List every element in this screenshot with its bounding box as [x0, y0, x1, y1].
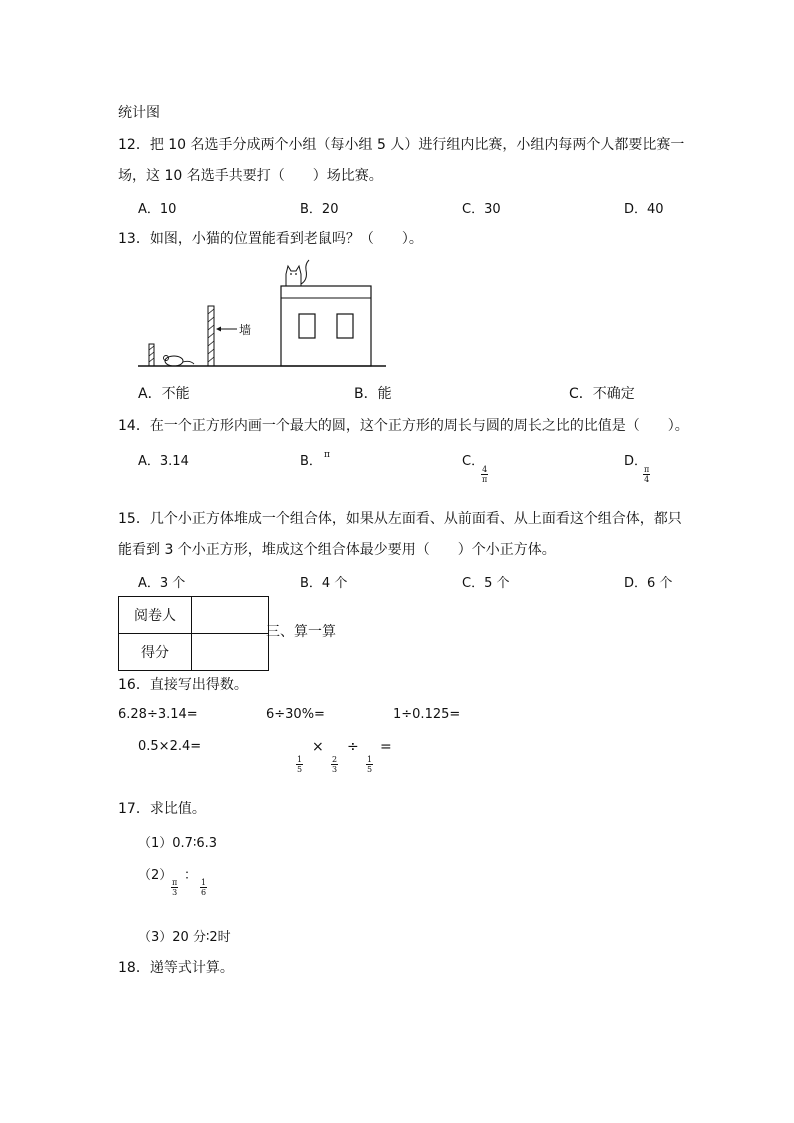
section-title: 三、算一算	[266, 624, 336, 640]
q17-item-2-prefix: （2）	[138, 868, 173, 883]
fraction-numerator: π	[644, 465, 650, 474]
question-13-text: 13．如图，小猫的位置能看到老鼠吗？（ ）。	[118, 231, 423, 247]
fraction-denominator: 3	[172, 888, 178, 897]
q15-option-c: C．5 个	[462, 576, 510, 591]
fraction-denominator: π	[482, 475, 488, 484]
q17-fraction-1	[171, 878, 178, 897]
q16-fraction-2	[331, 755, 338, 774]
q16-equals-sign: =	[380, 739, 392, 755]
q15-option-d: D．6 个	[624, 576, 673, 591]
q16-fraction-1	[296, 755, 303, 774]
score-label: 得分	[119, 634, 192, 671]
q13-option-c: C．不确定	[569, 386, 635, 402]
building	[281, 286, 371, 366]
fraction-denominator: 3	[332, 765, 338, 774]
q13-option-b: B．能	[354, 386, 392, 402]
wall-label: 墙	[239, 323, 252, 337]
q16-fraction-3	[366, 755, 373, 774]
q12-option-a: A．10	[138, 202, 177, 217]
fraction-denominator: 4	[644, 475, 650, 484]
grader-field[interactable]	[192, 597, 269, 634]
question-17-title: 17．求比值。	[118, 801, 206, 817]
q17-fraction-2	[200, 878, 207, 897]
question-12-line2: 场，这 10 名选手共要打（ ）场比赛。	[118, 168, 383, 184]
q17-item-1: （1）0.7∶6.3	[138, 836, 218, 851]
q15-option-a: A．3 个	[138, 576, 186, 591]
q16-divide-sign: ÷	[347, 739, 359, 755]
fraction-denominator: 5	[367, 765, 373, 774]
page-header: 统计图	[118, 105, 160, 121]
score-table	[118, 596, 269, 671]
fraction-numerator: 4	[482, 465, 488, 474]
q14-option-b: B．	[300, 454, 322, 469]
question-15-line1: 15．几个小正方体堆成一个组合体，如果从左面看、从前面看、从上面看这个组合体，都只	[118, 511, 682, 527]
q14-option-a: A．3.14	[138, 454, 189, 469]
q12-option-b: B．20	[300, 202, 339, 217]
q14-option-c: C．	[462, 454, 485, 469]
fraction-numerator: 1	[367, 755, 373, 764]
q12-option-d: D．40	[624, 202, 664, 217]
q15-option-b: B．4 个	[300, 576, 348, 591]
q14-option-d-fraction	[643, 465, 650, 484]
table-row	[119, 597, 269, 634]
question-14-text: 14．在一个正方形内画一个最大的圆，这个正方形的周长与圆的周长之比的比值是（ ）。	[118, 418, 689, 434]
question-15-line2: 能看到 3 个小正方形，堆成这个组合体最少要用（ ）个小正方体。	[118, 542, 556, 558]
q16-expr-3: 1÷0.125=	[393, 707, 461, 722]
fraction-denominator: 5	[297, 765, 303, 774]
mouse-icon	[164, 356, 195, 367]
fraction-numerator: π	[172, 878, 178, 887]
fraction-numerator: 1	[201, 878, 207, 887]
q14-option-d: D．	[624, 454, 648, 469]
q14-option-b-value: π	[324, 450, 330, 460]
fraction-denominator: 6	[201, 888, 207, 897]
q16-expr-4: 0.5×2.4=	[138, 739, 202, 754]
wall	[208, 306, 214, 366]
q13-option-a: A．不能	[138, 386, 190, 402]
cat-mouse-wall-figure	[136, 256, 390, 370]
q12-option-c: C．30	[462, 202, 501, 217]
grader-label: 阅卷人	[119, 597, 192, 634]
cat-icon	[286, 260, 309, 286]
q17-ratio-colon: ：	[184, 868, 198, 883]
question-18-title: 18．递等式计算。	[118, 960, 234, 976]
q14-option-c-fraction	[481, 465, 488, 484]
score-field[interactable]	[192, 634, 269, 671]
q17-item-3: （3）20 分∶2时	[138, 930, 231, 945]
fraction-numerator: 1	[297, 755, 303, 764]
table-row	[119, 634, 269, 671]
q16-expr-2: 6÷30%=	[266, 707, 325, 722]
question-16-title: 16．直接写出得数。	[118, 677, 248, 693]
q16-multiply-sign: ×	[312, 739, 324, 755]
fraction-numerator: 2	[332, 755, 338, 764]
question-12-line1: 12．把 10 名选手分成两个小组（每小组 5 人）进行组内比赛，小组内每两个人都要比赛一	[118, 137, 685, 153]
q16-expr-1: 6.28÷3.14=	[118, 707, 198, 722]
left-post	[149, 344, 154, 366]
